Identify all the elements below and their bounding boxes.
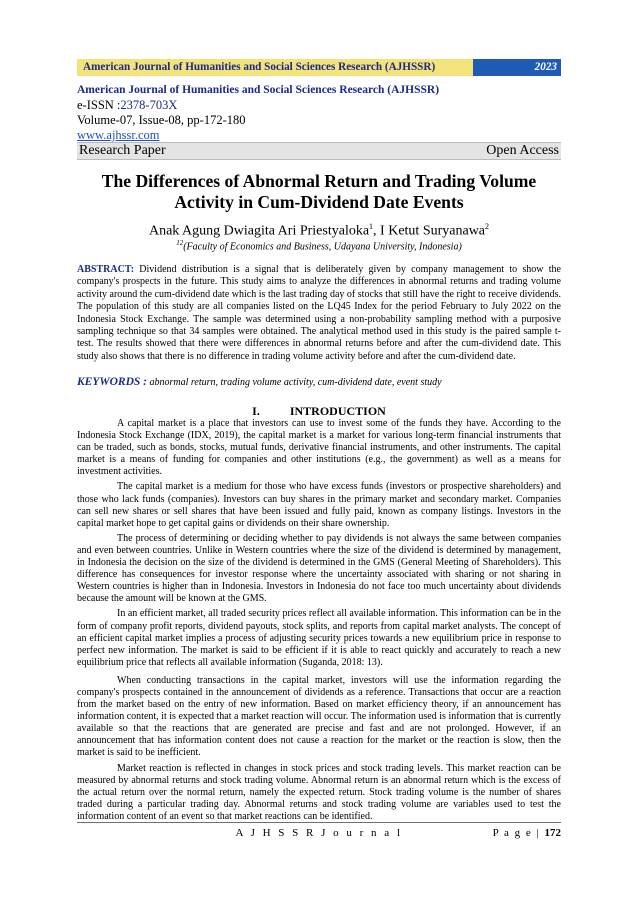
abstract [77,264,561,363]
footer-journal: A J H S S R J o u r n a l [235,827,403,839]
issn-number: 2378-703X [120,98,178,112]
abstract-text: Dividend distribution is a signal that is deliberately given by company management to show the company's prospects in the future. This study aims to analyze the differences in abnormal returns and trading volume activity around the cum-dividend date which is the last trading day of stocks that still have the right to receive dividends. The population of this study are all companies listed on the LQ45 Index for the period February to July 2022 on the Indonesia Stock Exchange. The sample was determined using a non-probability sampling method with a purposive sampling technique so that 34 samples were obtained. The analytical method used in this study is the paired sample t-test. The results showed that there were differences in abnormal returns before and after the cum-dividend date. This study also shows that there is no difference in trading volume activity before and after the cum-dividend date. [77,264,561,362]
paper-type-bar [77,142,561,160]
journal-banner [77,59,561,76]
title-line-2: Activity in Cum-Dividend Date Events [174,192,464,212]
paragraph: When conducting transactions in the capital market, investors will use the information regarding the company's prospects contained in the announcement of dividends as a reference. Transactions that occur are a reaction from the market based on the entry of new information. Based on market efficiency theory, if an announcement has information content, it is expected that a market reaction will occur. The information used is information that is currently available so that the reactions that are generated are precise and fast and are not prolonged. However, if an announcement that has information content does not cause a reaction for the market or the reaction is slow, then the market is said to be inefficient. [77,674,561,759]
banner-journal-name: American Journal of Humanities and Social Sciences Research (AJHSSR) [77,59,473,76]
footer-divider [77,822,561,823]
volume-info: Volume-07, Issue-08, pp-172-180 [77,113,246,127]
paragraph: In an efficient market, all traded security prices reflect all available information. This information can be in the form of company profit reports, dividend payouts, stock splits, and reports from capital market analysts. The concept of an efficient capital market implies a process of adjusting security prices towards a new equilibrium price in response to perfect new information. The market is said to be efficient if it is able to react quickly and accurately to reach a new equilibrium price that reflects all available information (Suganda, 2018: 13). [77,608,561,668]
paragraph: A capital market is a place that investors can use to invest some of the funds they have. According to the Indonesia Stock Exchange (IDX, 2019), the capital market is a market for various long-term financial instruments that can be traded, such as bonds, stocks, mutual funds, derivative financial instruments, and other instruments. The capital market is a means of funding for companies and other institutions (e.g., the government) as well as a means for investment activities. [77,418,561,478]
abstract-label: ABSTRACT: [77,264,135,275]
keywords [77,376,561,389]
journal-title: American Journal of Humanities and Social Sciences Research (AJHSSR) [77,84,440,96]
paragraph: The process of determining or deciding whether to pay dividends is not always the same between companies and even between countries. Unlike in Western countries where the size of the dividend is determined by management, in Indonesia the decision on the size of the dividend is determined in the GMS (General Meeting of Shareholders). This difference has consequences for investor response where the uncertainty associated with sharing or not sharing in Western countries is higher than in Indonesia. Investors in Indonesia do not face too much uncertainty about dividends because the amount will be known at the GMS. [77,532,561,605]
title-line-1: The Differences of Abnormal Return and Trading Volume [101,171,537,191]
body-text [77,418,561,823]
issn-line [77,98,561,113]
keywords-text: abnormal return, trading volume activity, cum-dividend date, event study [149,377,442,388]
affiliation [77,237,561,253]
author-1-affil: 1 [369,222,374,231]
keywords-label: KEYWORDS : [77,376,147,388]
issn-label: e-ISSN : [77,98,121,112]
paper-title [77,171,561,213]
paragraph: The capital market is a medium for those who have excess funds (investors or prospective shareholders) and those who lack funds (companies). Investors can buy shares in the primary market and secondary market. Companies can sell new shares or sell shares that have been issued and fully paid, known as company listings. Investors in the capital market hope to get capital gains or dividends on their share ownership. [77,481,561,529]
page-label: P a g e | [492,827,545,839]
section-heading [77,404,561,418]
affiliation-marker: 12 [176,239,184,247]
paper-type: Research Paper [79,143,166,158]
journal-header [77,83,561,143]
section-number: I. [252,404,260,418]
section-title: INTRODUCTION [289,404,386,418]
journal-website-link[interactable]: www.ajhssr.com [77,128,160,142]
page-number-value: 172 [544,827,561,839]
banner-year: 2023 [473,59,561,76]
author-2-affil: 2 [485,222,490,231]
affiliation-text: (Faculty of Economics and Business, Udayana University, Indonesia) [183,241,462,253]
author-2: , I Ketut Suryanawa [373,223,486,239]
access-type: Open Access [486,143,559,158]
author-1: Anak Agung Dwiagita Ari Priestyaloka [148,223,370,239]
paragraph: Market reaction is reflected in changes in stock prices and stock trading levels. This market reaction can be measured by abnormal returns and stock trading volume. Abnormal return is an abnormal return which is the excess of the actual return over the normal return, namely the expected return. Stock trading volume is the number of shares traded during a particular trading day. Abnormal returns and stock trading volume are variables used to test the information content of an event so that market reactions can be identified. [77,762,561,822]
page-number [493,826,561,840]
